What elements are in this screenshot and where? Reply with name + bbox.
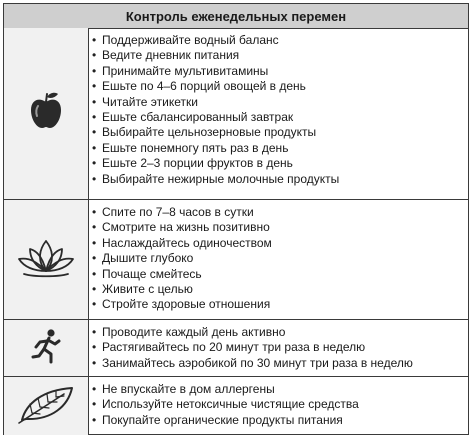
- list-item: • Ешьте сбалансированный завтрак: [90, 110, 464, 125]
- icon-cell: [4, 200, 89, 320]
- list-item: • Спите по 7–8 часов в сутки: [90, 205, 464, 220]
- table-title: Контроль еженедельных перемен: [4, 4, 468, 29]
- section-mind: [4, 199, 468, 320]
- list-item: • Ведите дневник питания: [90, 48, 464, 63]
- list-item: • Принимайте мультивитамины: [90, 64, 464, 79]
- icon-cell: [4, 28, 89, 199]
- list-item: • Проводите каждый день активно: [90, 325, 464, 340]
- apple-icon: [29, 91, 63, 136]
- list-item: • Покупайте органические продукты питания: [90, 413, 464, 428]
- section-environment: [4, 376, 468, 435]
- list-item: • Дышите глубоко: [90, 251, 464, 266]
- list-item: • Читайте этикетки: [90, 95, 464, 110]
- list-item: • Ешьте 2–3 порции фруктов в день: [90, 156, 464, 171]
- list-item: • Почаще смейтесь: [90, 267, 464, 282]
- icon-cell: [4, 320, 89, 377]
- weekly-changes-table: [3, 3, 469, 435]
- list-item: • Наслаждайтесь одиночеством: [90, 236, 464, 251]
- list-item: • Смотрите на жизнь позитивно: [90, 220, 464, 235]
- nutrition-list: [90, 33, 464, 187]
- list-item: • Стройте здоровые отношения: [90, 297, 464, 312]
- list-item: • Ешьте по 4–6 порций овощей в день: [90, 79, 464, 94]
- list-item: • Поддерживайте водный баланс: [90, 33, 464, 48]
- activity-list: [90, 325, 464, 371]
- list-item: • Занимайтесь аэробикой по 30 минут три раза в неделю: [90, 356, 464, 371]
- leaf-icon: [16, 384, 76, 429]
- list-item: • Используйте нетоксичные чистящие средства: [90, 397, 464, 412]
- environment-list: [90, 382, 464, 428]
- list-item: • Выбирайте цельнозерновые продукты: [90, 125, 464, 140]
- runner-icon: [29, 327, 63, 370]
- section-activity: [4, 319, 468, 377]
- list-item: • Живите с целью: [90, 282, 464, 297]
- lotus-icon: [16, 237, 76, 284]
- section-nutrition: [4, 28, 468, 199]
- list-item: • Выбирайте нежирные молочные продукты: [90, 172, 464, 187]
- icon-cell: [4, 377, 89, 435]
- mind-list: [90, 205, 464, 313]
- list-item: • Растягивайтесь по 20 минут три раза в неделю: [90, 340, 464, 355]
- list-item: • Ешьте понемногу пять раз в день: [90, 141, 464, 156]
- list-item: • Не впускайте в дом аллергены: [90, 382, 464, 397]
